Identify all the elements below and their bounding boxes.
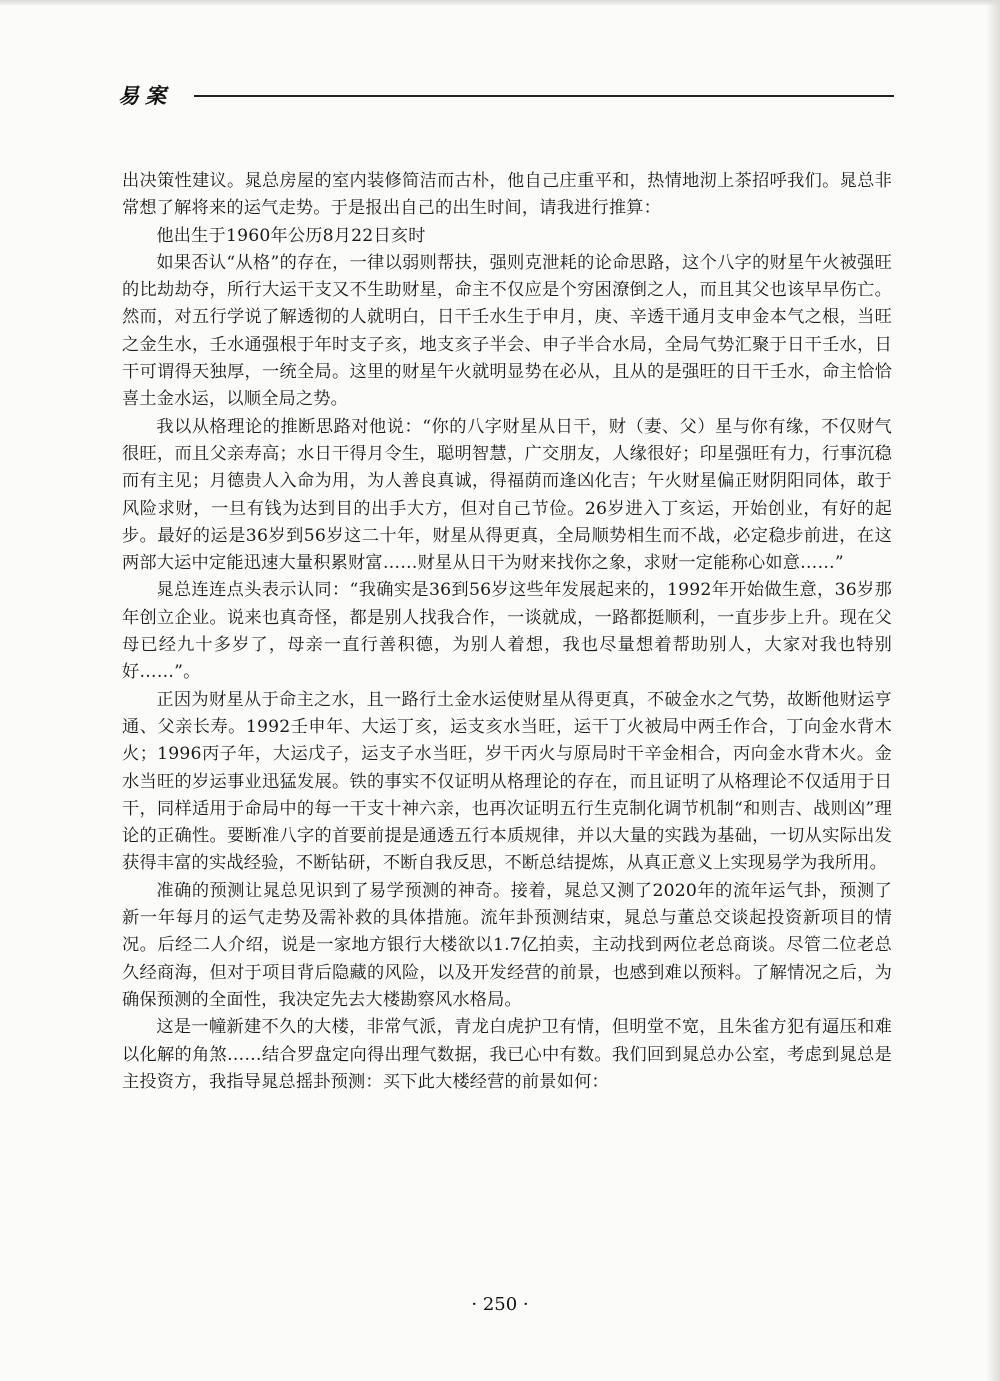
paragraph: 这是一幢新建不久的大楼，非常气派，青龙白虎护卫有情，但明堂不宽，且朱雀方犯有逼压和难以化解的角煞……结合罗盘定向得出理气数据，我已心中有数。我们回到晁总办公室，考虑到晁总是主投资方，我指导晁总摇卦预测：买下此大楼经营的前景如何：: [122, 1017, 892, 1092]
scan-shadow-top: [0, 0, 1000, 6]
running-head-title: 易案: [118, 84, 172, 108]
running-head: [118, 80, 898, 110]
paragraph-birth-time: 他出生于1960年公历8月22日亥时: [156, 225, 426, 246]
body-text: [122, 168, 892, 1096]
paragraph: 晁总连连点头表示认同：“我确实是36到56岁这些年发展起来的，1992年开始做生意，36岁那年创立企业。说来也真奇怪，都是别人找我合作，一谈就成，一路都挺顺利，一直步步上升。现在父母已经九十多岁了，母亲一直行善积德，为别人着想，我也尽量想着帮助别人，大家对我也特别好……”。: [122, 580, 892, 683]
page-number: · 250 ·: [471, 1294, 529, 1315]
paragraph: 准确的预测让晁总见识到了易学预测的神奇。接着，晁总又测了2020年的流年运气卦，预测了新一年每月的运气走势及需补救的具体措施。流年卦预测结束，晁总与董总交谈起投资新项目的情况。后经二人介绍，说是一家地方银行大楼欲以1.7亿拍卖，主动找到两位老总商谈。尽管二位老总久经商海，但对于项目背后隐藏的风险，以及开发经营的前景，也感到难以预料。了解情况之后，为确保预测的全面性，我决定先去大楼勘察风水格局。: [122, 880, 892, 1010]
running-head-rule: [194, 95, 894, 97]
paragraph-continued: 出决策性建议。晁总房屋的室内装修简洁而古朴，他自己庄重平和，热情地沏上茶招呼我们。晁总非常想了解将来的运气走势。于是报出自己的出生时间，请我进行推算：: [122, 171, 892, 219]
paragraph: 正因为财星从于命主之水，且一路行土金水运使财星从得更真，不破金水之气势，故断他财运亨通、父亲长寿。1992壬申年、大运丁亥，运支亥水当旺，运干丁火被局中两壬作合，丁向金水背木火；1996丙子年，大运戊子，运支子水当旺，岁干丙火与原局时干辛金相合，丙向金水背木火。金水当旺的岁运事业迅猛发展。铁的事实不仅证明从格理论的存在，而且证明了从格理论不仅适用于日干，同样适用于命局中的每一干支十神六亲，也再次证明五行生克制化调节机制“和则吉、战则凶”理论的正确性。要断准八字的首要前提是通透五行本质规律，并以大量的实践为基础，一切从实际出发获得丰富的实战经验，不断钻研，不断自我反思，不断总结提炼，从真正意义上实现易学为我所用。: [122, 689, 892, 874]
scan-shadow-right: [986, 0, 1000, 1381]
paragraph: 我以从格理论的推断思路对他说：“你的八字财星从日干，财（妻、父）星与你有缘，不仅财气很旺，而且父亲寿高；水日干得月令生，聪明智慧，广交朋友，人缘很好；印星强旺有力，行事沉稳而有主见；月德贵人入命为用，为人善良真诚，得福荫而逢凶化吉；午火财星偏正财阴阳同体，敢于风险求财，一旦有钱为达到目的出手大方，但对自己节俭。26岁进入丁亥运，开始创业，有好的起步。最好的运是36岁到56岁这二十年，财星从得更真，全局顺势相生而不战，必定稳步前进，在这两部大运中定能迅速大量积累财富……财星从日干为财来找你之象，求财一定能称心如意……”: [122, 416, 892, 574]
paragraph: 如果否认“从格”的存在，一律以弱则帮扶，强则克泄耗的论命思路，这个八字的财星午火被强旺的比劫劫夺，所行大运干支又不生助财星，命主不仅应是个穷困潦倒之人，而且其父也该早早伤亡。然而，对五行学说了解透彻的人就明白，日干壬水生于申月，庚、辛透干通月支申金本气之根，当旺之金生水，壬水通强根于年时支子亥，地支亥子半会、申子半合水局，全局气势汇聚于日干壬水，日干可谓得天独厚，一统全局。这里的财星午火就明显势在必从，且从的是强旺的日干壬水，命主恰恰喜土金水运，以顺全局之势。: [122, 252, 892, 410]
